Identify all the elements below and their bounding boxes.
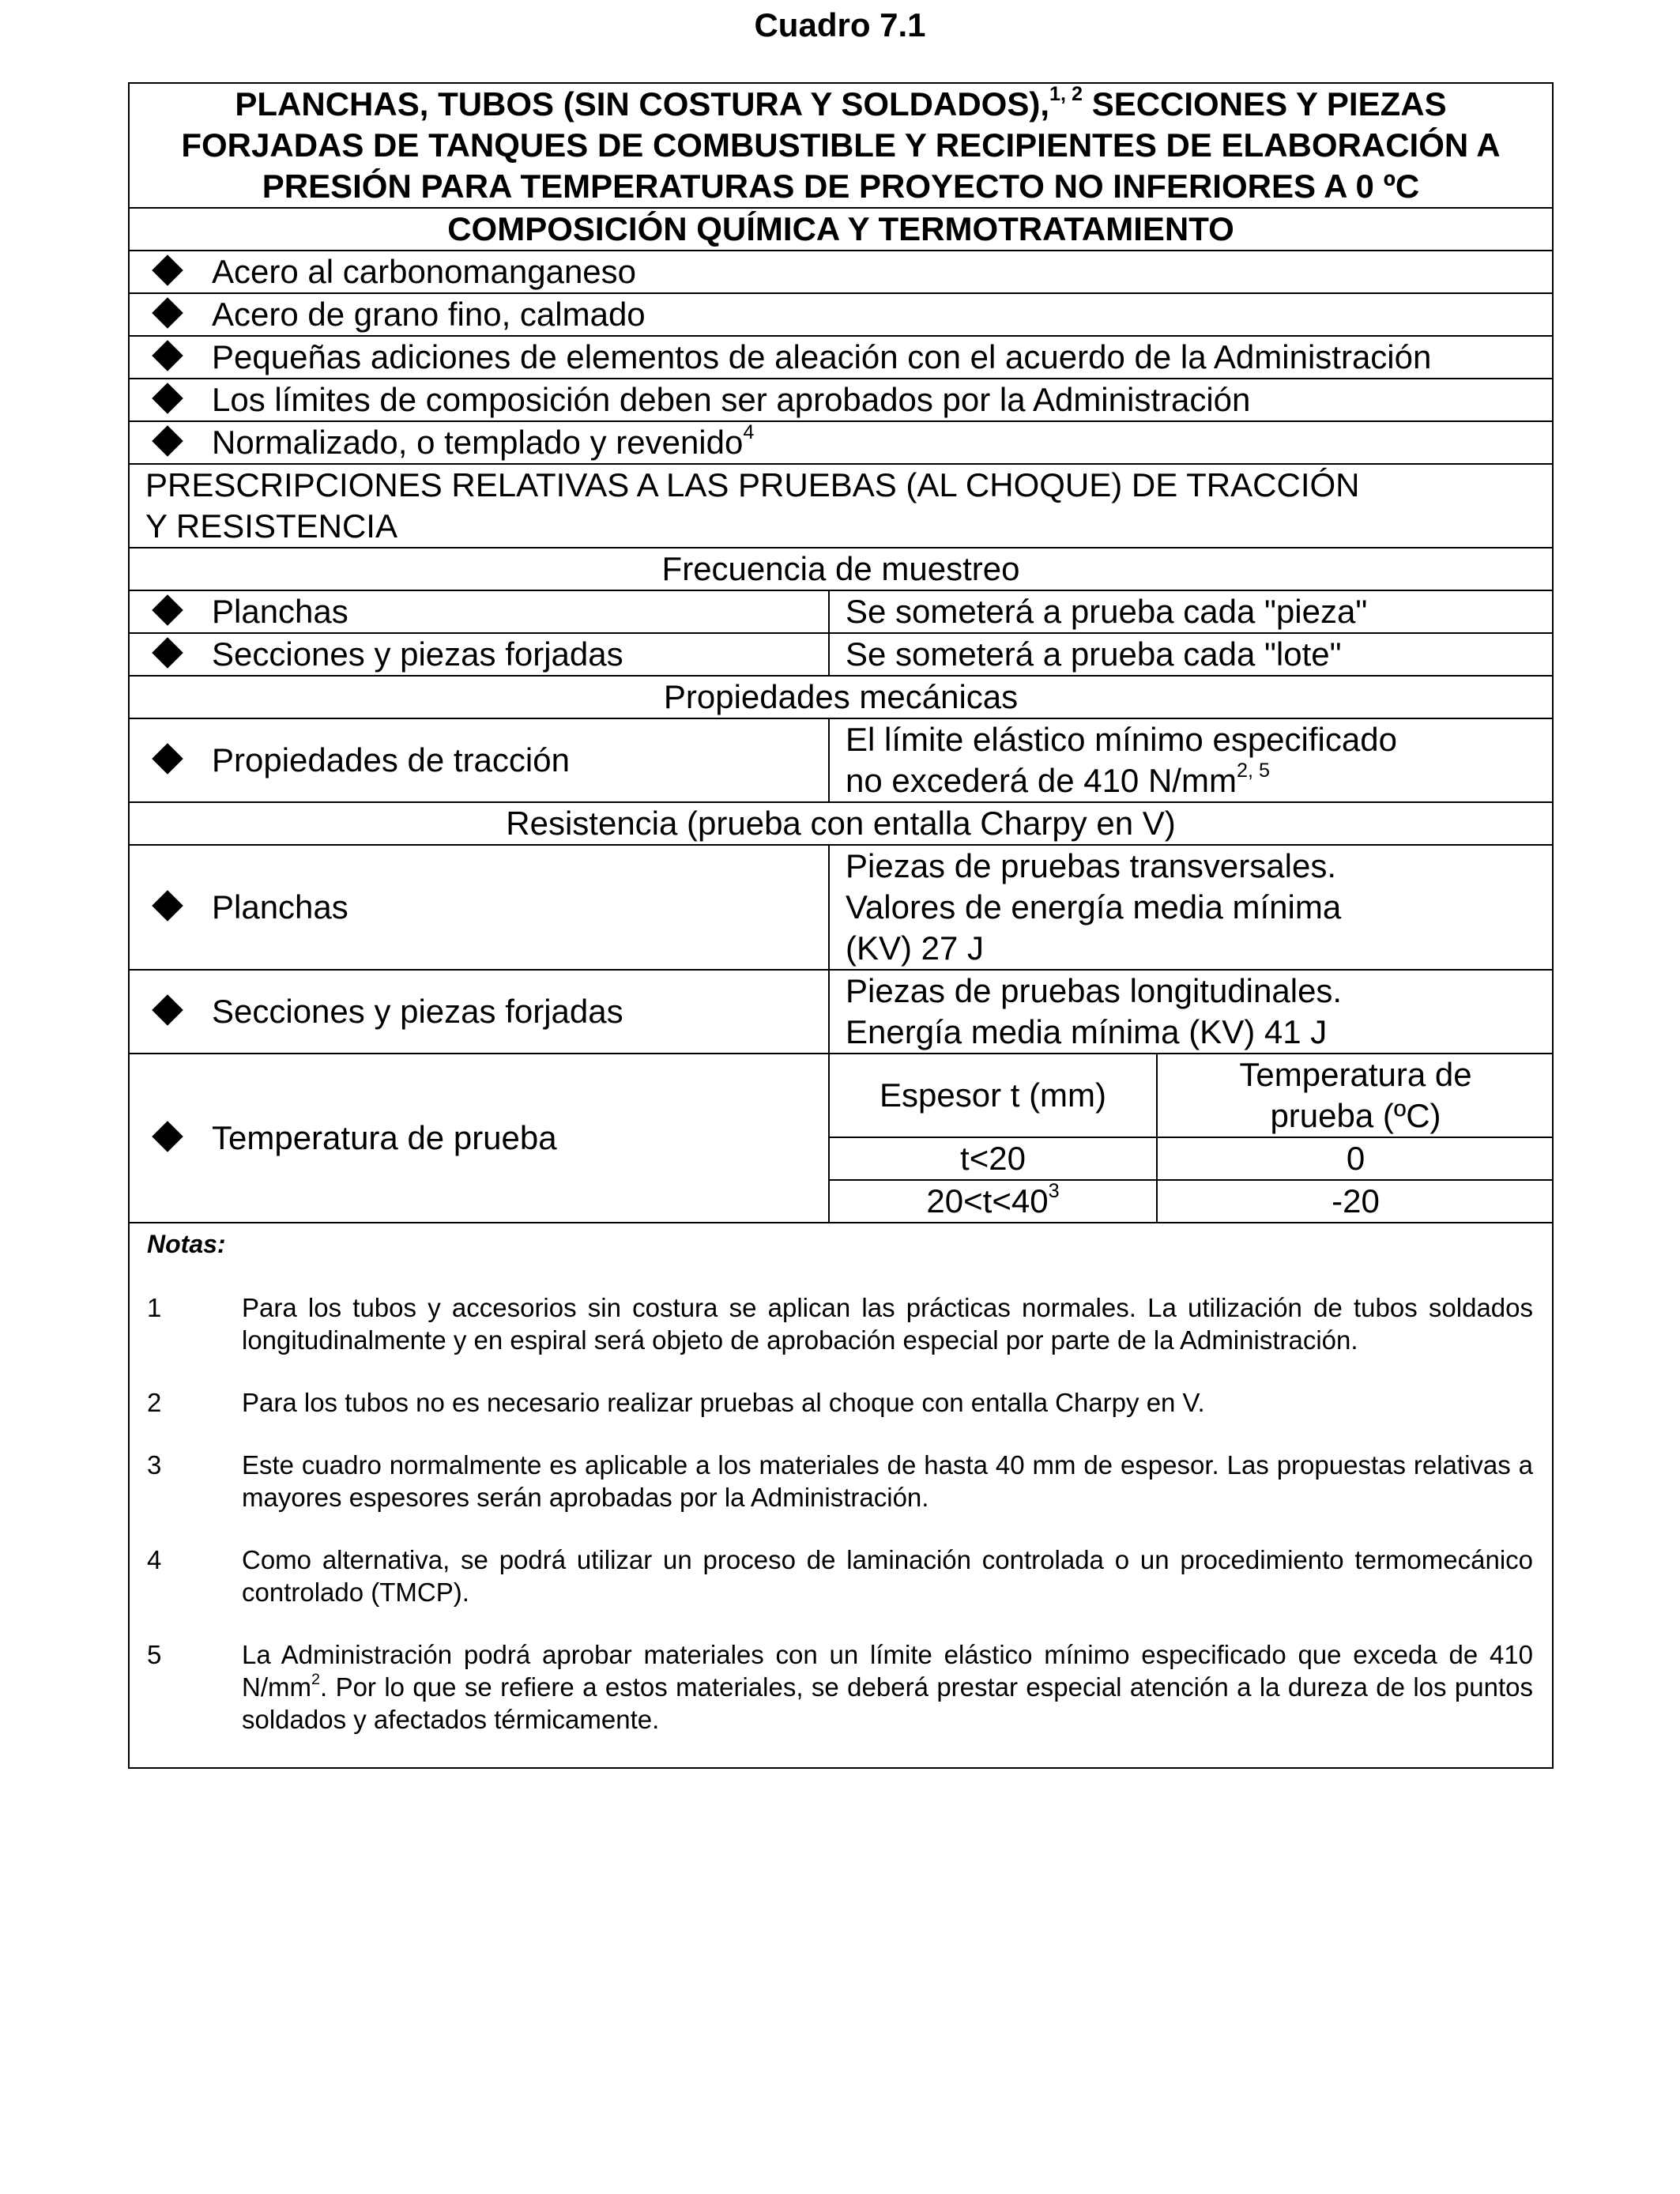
temperature-subtable	[830, 1054, 1554, 1222]
diamond-bullet-icon	[152, 254, 183, 286]
material-requirements-table	[128, 82, 1554, 1769]
notes-row	[129, 1223, 1553, 1768]
composition-item-text: Acero de grano fino, calmado	[212, 296, 646, 333]
note-text: Para los tubos no es necesario realizar pruebas al choque con entalla Charpy en V.	[242, 1388, 1205, 1417]
temperature-subtable-cell	[829, 1054, 1553, 1223]
charpy-plates-value	[829, 845, 1553, 970]
note-text-part1: La Administración podrá aprobar materiales con un límite elástico mínimo especificado que exceda de 410 N/mm	[242, 1640, 1534, 1702]
table-title-footnote-ref: 1, 2	[1049, 83, 1083, 106]
diamond-bullet-icon	[152, 594, 183, 626]
note-number: 4	[147, 1545, 162, 1574]
charpy-plates-line: Valores de energía media mínima	[846, 888, 1342, 925]
diamond-bullet-icon	[152, 743, 183, 775]
composition-item	[129, 293, 1553, 336]
charpy-plates-line: Piezas de pruebas transversales.	[846, 847, 1336, 884]
composition-item-text: Los límites de composición deben ser aprobados por la Administración	[212, 381, 1251, 418]
composition-item-row	[129, 293, 1553, 336]
composition-item-row	[129, 379, 1553, 421]
sampling-value: Se someterá a prueba cada "pieza"	[829, 590, 1553, 633]
note-text: Como alternativa, se podrá utilizar un proceso de laminación controlada o un procedimiento termomecánico controlado (TMCP).	[242, 1545, 1534, 1607]
table-title-cell	[129, 83, 1553, 208]
charpy-sections-line: Piezas de pruebas longitudinales.	[846, 972, 1343, 1009]
diamond-bullet-icon	[152, 297, 183, 329]
charpy-sections-label	[129, 970, 829, 1054]
diamond-bullet-icon	[152, 425, 183, 457]
composition-item	[129, 379, 1553, 421]
composition-item-text: Acero al carbonomanganeso	[212, 253, 637, 290]
mechanical-heading-row	[129, 676, 1553, 718]
sampling-heading: Frecuencia de muestreo	[129, 548, 1553, 590]
sampling-label	[129, 633, 829, 676]
composition-item	[129, 421, 1553, 464]
temperature-subtable-row	[830, 1137, 1554, 1180]
composition-item-row	[129, 421, 1553, 464]
charpy-plates-row	[129, 845, 1553, 970]
note-text-part2: . Por lo que se refiere a estos materiales, se deberá prestar especial atención a la dureza de los puntos soldados y afectados térmicamente.	[242, 1672, 1534, 1734]
diamond-bullet-icon	[152, 1121, 183, 1152]
table-title-row	[129, 83, 1553, 208]
thickness-cell-text: 20<t<40	[926, 1182, 1049, 1220]
charpy-sections-line: Energía media mínima (KV) 41 J	[846, 1013, 1328, 1050]
note-number: 1	[147, 1293, 162, 1322]
temperature-subtable-row	[830, 1180, 1554, 1222]
tests-heading-line2: Y RESISTENCIA	[145, 507, 397, 545]
temperature-cell: -20	[1157, 1180, 1554, 1222]
test-temperature-column-header	[1157, 1054, 1554, 1137]
note-item	[147, 1291, 1533, 1356]
mechanical-heading: Propiedades mecánicas	[129, 676, 1553, 718]
temperature-subtable-header-row	[830, 1054, 1554, 1137]
charpy-heading-row	[129, 802, 1553, 845]
test-temperature-header-line2: prueba (ºC)	[1270, 1097, 1441, 1134]
tensile-label-text: Propiedades de tracción	[212, 741, 570, 778]
note-text	[242, 1638, 1533, 1736]
temperature-cell: 0	[1157, 1137, 1554, 1180]
diamond-bullet-icon	[152, 994, 183, 1026]
sampling-label-text: Secciones y piezas forjadas	[212, 635, 623, 673]
thickness-column-header: Espesor t (mm)	[830, 1054, 1157, 1137]
note-text: Para los tubos y accesorios sin costura se aplican las prácticas normales. La utilización de tubos soldados longitudinalmente y en espiral será objeto de aprobación especial por parte de la Administración.	[242, 1293, 1534, 1355]
temperature-label-text: Temperatura de prueba	[212, 1119, 557, 1156]
diamond-bullet-icon	[152, 340, 183, 371]
composition-item-row	[129, 251, 1553, 293]
composition-item-text: Normalizado, o templado y revenido	[212, 424, 744, 461]
note-text: Este cuadro normalmente es aplicable a los materiales de hasta 40 mm de espesor. Las propuestas relativas a mayores espesores serán aprobadas por la Administración.	[242, 1450, 1534, 1512]
document-title: Cuadro 7.1	[754, 6, 926, 43]
footnote-ref: 2, 5	[1236, 760, 1270, 782]
superscript: 2	[311, 1671, 320, 1689]
footnote-ref: 3	[1048, 1180, 1060, 1203]
tensile-value-line2	[846, 760, 1536, 801]
tests-heading-line1: PRESCRIPCIONES RELATIVAS A LAS PRUEBAS (AL CHOQUE) DE TRACCIÓN	[145, 466, 1360, 503]
test-temperature-header-line1: Temperatura de	[1239, 1056, 1472, 1093]
tensile-value-line1: El límite elástico mínimo especificado	[846, 721, 1397, 758]
sampling-label-text: Planchas	[212, 593, 348, 630]
sampling-row	[129, 633, 1553, 676]
tensile-label	[129, 718, 829, 802]
footnote-ref: 4	[743, 421, 755, 444]
diamond-bullet-icon	[152, 890, 183, 922]
charpy-sections-label-text: Secciones y piezas forjadas	[212, 993, 623, 1030]
tests-heading-row	[129, 464, 1553, 548]
note-item	[147, 1544, 1533, 1608]
tensile-value	[829, 718, 1553, 802]
tensile-value-text: no excederá de 410 N/mm	[846, 762, 1237, 799]
diamond-bullet-icon	[152, 637, 183, 669]
note-number: 3	[147, 1450, 162, 1480]
notes-label: Notas:	[147, 1230, 226, 1258]
sampling-row	[129, 590, 1553, 633]
note-item	[147, 1638, 1533, 1736]
charpy-plates-line: (KV) 27 J	[846, 929, 985, 967]
thickness-cell: t<20	[830, 1137, 1157, 1180]
thickness-cell	[830, 1180, 1157, 1222]
temperature-row	[129, 1054, 1553, 1223]
composition-item	[129, 336, 1553, 379]
notes-cell	[129, 1223, 1553, 1768]
composition-item	[129, 251, 1553, 293]
diamond-bullet-icon	[152, 383, 183, 414]
charpy-plates-label	[129, 845, 829, 970]
charpy-sections-row	[129, 970, 1553, 1054]
note-item	[147, 1449, 1533, 1514]
composition-heading: COMPOSICIÓN QUÍMICA Y TERMOTRATAMIENTO	[129, 208, 1553, 251]
composition-item-text: Pequeñas adiciones de elementos de aleación con el acuerdo de la Administración	[212, 338, 1432, 375]
charpy-heading: Resistencia (prueba con entalla Charpy en V)	[129, 802, 1553, 845]
charpy-plates-label-text: Planchas	[212, 888, 348, 925]
sampling-heading-row	[129, 548, 1553, 590]
sampling-value: Se someterá a prueba cada "lote"	[829, 633, 1553, 676]
tests-heading	[129, 464, 1553, 548]
sampling-label	[129, 590, 829, 633]
note-item	[147, 1386, 1533, 1419]
tensile-row	[129, 718, 1553, 802]
note-number: 5	[147, 1640, 162, 1669]
charpy-sections-value	[829, 970, 1553, 1054]
composition-heading-row	[129, 208, 1553, 251]
note-number: 2	[147, 1388, 162, 1417]
composition-item-row	[129, 336, 1553, 379]
temperature-label	[129, 1054, 829, 1223]
table-title-part1: PLANCHAS, TUBOS (SIN COSTURA Y SOLDADOS),	[235, 85, 1050, 123]
table-title-part2: SECCIONES Y PIEZAS FORJADAS DE TANQUES DE COMBUSTIBLE Y RECIPIENTES DE ELABORACIÓN A PRESIÓN PARA TEMPERATURAS DE PROYECTO NO INFERIORES A 0 ºC	[181, 85, 1501, 205]
